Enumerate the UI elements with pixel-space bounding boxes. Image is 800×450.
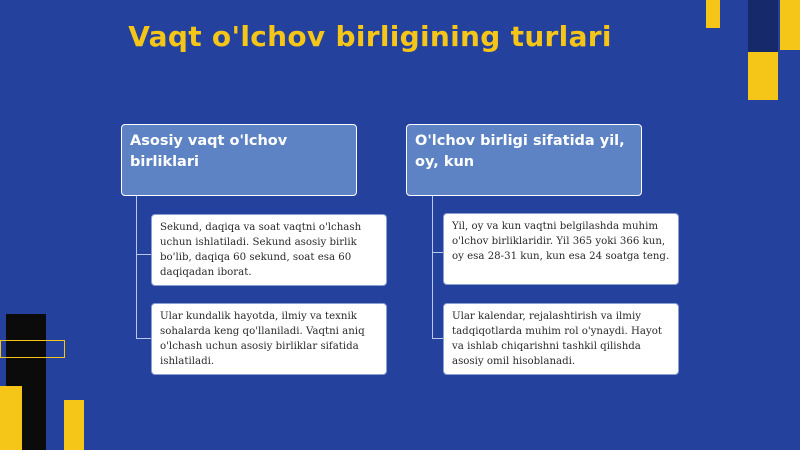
- column-1-card-2: Ular kundalik hayotda, ilmiy va texnik sohalarda keng qo'llaniladi. Vaqtni aniq o'lchash uchun asosiy birliklar sifatida ishlatiladi.: [151, 303, 387, 375]
- deco-bar-bottom-left-3: [64, 400, 84, 450]
- deco-outline-bottom-left: [0, 340, 65, 358]
- column-1-branch-1: [136, 254, 151, 255]
- column-1-header: Asosiy vaqt o'lchov birliklari: [121, 124, 357, 196]
- column-2-connector: [432, 196, 433, 338]
- deco-dot-bottom-left: [40, 442, 44, 450]
- column-2-branch-1: [432, 252, 443, 253]
- slide-title: Vaqt o'lchov birligining turlari: [128, 20, 612, 53]
- column-1-connector: [136, 196, 137, 338]
- deco-bar-top-right-3: [748, 52, 778, 100]
- column-1-branch-2: [136, 338, 151, 339]
- deco-bar-top-right-1: [706, 0, 720, 28]
- column-2-card-2: Ular kalendar, rejalashtirish va ilmiy tadqiqotlarda muhim rol o'ynaydi. Hayot va ishlab chiqarishni tashkil qilishda asosiy omil hisoblanadi.: [443, 303, 679, 375]
- column-2-header: O'lchov birligi sifatida yil, oy, kun: [406, 124, 642, 196]
- deco-bar-bottom-left-2: [0, 386, 22, 450]
- column-1-card-1: Sekund, daqiqa va soat vaqtni o'lchash uchun ishlatiladi. Sekund asosiy birlik bo'lib, daqiqa 60 sekund, soat esa 60 daqiqadan iborat.: [151, 214, 387, 286]
- column-2-branch-2: [432, 338, 443, 339]
- deco-bar-top-right-2: [748, 0, 778, 52]
- deco-bar-top-right-4: [780, 0, 800, 50]
- column-2-card-1: Yil, oy va kun vaqtni belgilashda muhim o'lchov birliklaridir. Yil 365 yoki 366 kun, oy esa 28-31 kun, kun esa 24 soatga teng.: [443, 213, 679, 285]
